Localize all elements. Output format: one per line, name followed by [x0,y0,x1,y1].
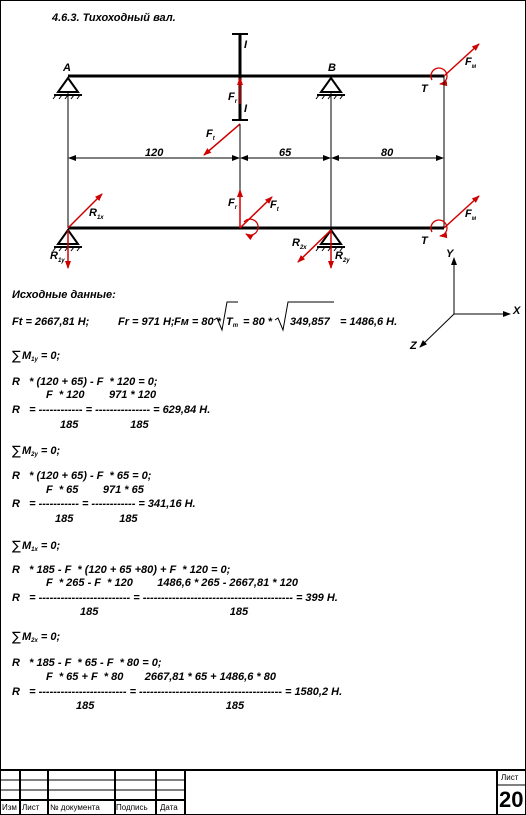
stamp-col-list: Лист [22,803,40,812]
initial-data-result: = 1486,6 Н. [340,316,398,328]
section-heading: 4.6.3. Тихоходный вал. [52,12,176,24]
stamp-col-doc: № документа [50,803,100,812]
block3-sum: $M_{1x} = 0$; [22,540,61,553]
block4-sum: $M_{2x} = 0$; [22,631,61,644]
block1-denominator: 185 185 [60,419,149,431]
label-r1y: $R_{1y}$ [50,250,65,264]
sheet-number: 20 [499,787,524,812]
block3-denominator: 185 185 [80,606,249,618]
stamp-col-sign: Подпись [116,803,148,812]
sqrt-arg-2: 349,857 [290,316,330,328]
block1-fraction: R = ------------ = --------------- = 629,84 Н. [12,404,211,416]
block2-sum: $M_{2y} = 0$; [22,445,61,458]
label-fm-upper: $F_м$ [465,56,477,70]
block4-fraction: R = ------------------------ = --------------------------------------- = 1580,2 Н. [12,686,343,698]
block3-equation: R * 185 - F * (120 + 65 +80) + F * 120 = 0; [12,564,231,576]
lower-scheme [53,190,479,268]
initial-data-fm: Fм = 80 * [174,316,221,328]
label-t-lower: T [421,235,428,247]
sqrt-arg-1: $T_т$ [226,316,239,329]
label-b: B [328,62,336,74]
force-fm-upper [444,44,479,76]
axis-label-y: Y [446,248,454,260]
block2-numerator: F * 65 971 * 65 [46,484,144,496]
label-fr-upper: $F_r$ [228,91,238,105]
initial-data-fr: Fr = 971 Н; [118,316,175,328]
stamp-sheet-label: Лист [501,773,519,782]
block4-numerator: F * 65 + F * 80 2667,81 * 65 + 1486,6 * 80 [46,671,276,683]
stamp-col-date: Дата [160,803,178,812]
initial-data-title: Исходные данные: [12,289,116,301]
label-fm-lower: $F_м$ [465,208,477,222]
initial-data-eq2: = 80 * [243,316,273,328]
label-r2y: $R_{2y}$ [335,250,350,264]
block4-denominator: 185 185 [76,700,245,712]
label-ft-lower: $F_t$ [270,199,279,213]
block1-numerator: F * 120 971 * 120 [46,389,157,401]
dim-120: 120 [145,147,164,159]
block1-sum: $M_{1y} = 0$; [22,350,61,363]
label-r1x: $R_{1x}$ [89,207,104,221]
force-fm-lower [444,196,479,228]
axis-label-z: Z [410,340,417,352]
block4-equation: R * 185 - F * 65 - F * 80 = 0; [12,657,162,669]
axis-label-x: X [513,305,521,317]
label-ft-upper: $F_t$ [206,128,215,142]
label-r2x: $R_{2x}$ [292,237,307,251]
label-fr-lower: $F_r$ [228,197,238,211]
sigma-2: ∑ [12,444,21,459]
dim-80: 80 [381,147,394,159]
block1-equation: R * (120 + 65) - F * 120 = 0; [12,376,158,388]
upper-scheme [53,34,479,155]
block2-fraction: R = ----------- = ------------ = 341,16 Н. [12,498,196,510]
dim-65: 65 [279,147,292,159]
label-t-upper: T [421,83,428,95]
stamp-col-izm: Изм [2,803,17,812]
block2-equation: R * (120 + 65) - F * 65 = 0; [12,470,152,482]
label-section-bottom: I [244,103,248,115]
label-section-top: I [244,39,248,51]
sigma-3: ∑ [12,539,21,554]
coordinate-axes [420,258,510,347]
force-ft-lower [240,197,272,228]
block3-numerator: F * 265 - F * 120 1486,6 * 265 - 2667,81 * 120 [46,577,298,589]
sigma-1: ∑ [12,349,21,364]
initial-data-ft: Ft = 2667,81 Н; [12,316,90,328]
label-a: A [63,62,71,74]
block3-fraction: R = ------------------------- = ----------------------------------------- = 399 Н. [12,592,338,604]
block2-denominator: 185 185 [55,513,138,525]
sigma-4: ∑ [12,630,21,645]
